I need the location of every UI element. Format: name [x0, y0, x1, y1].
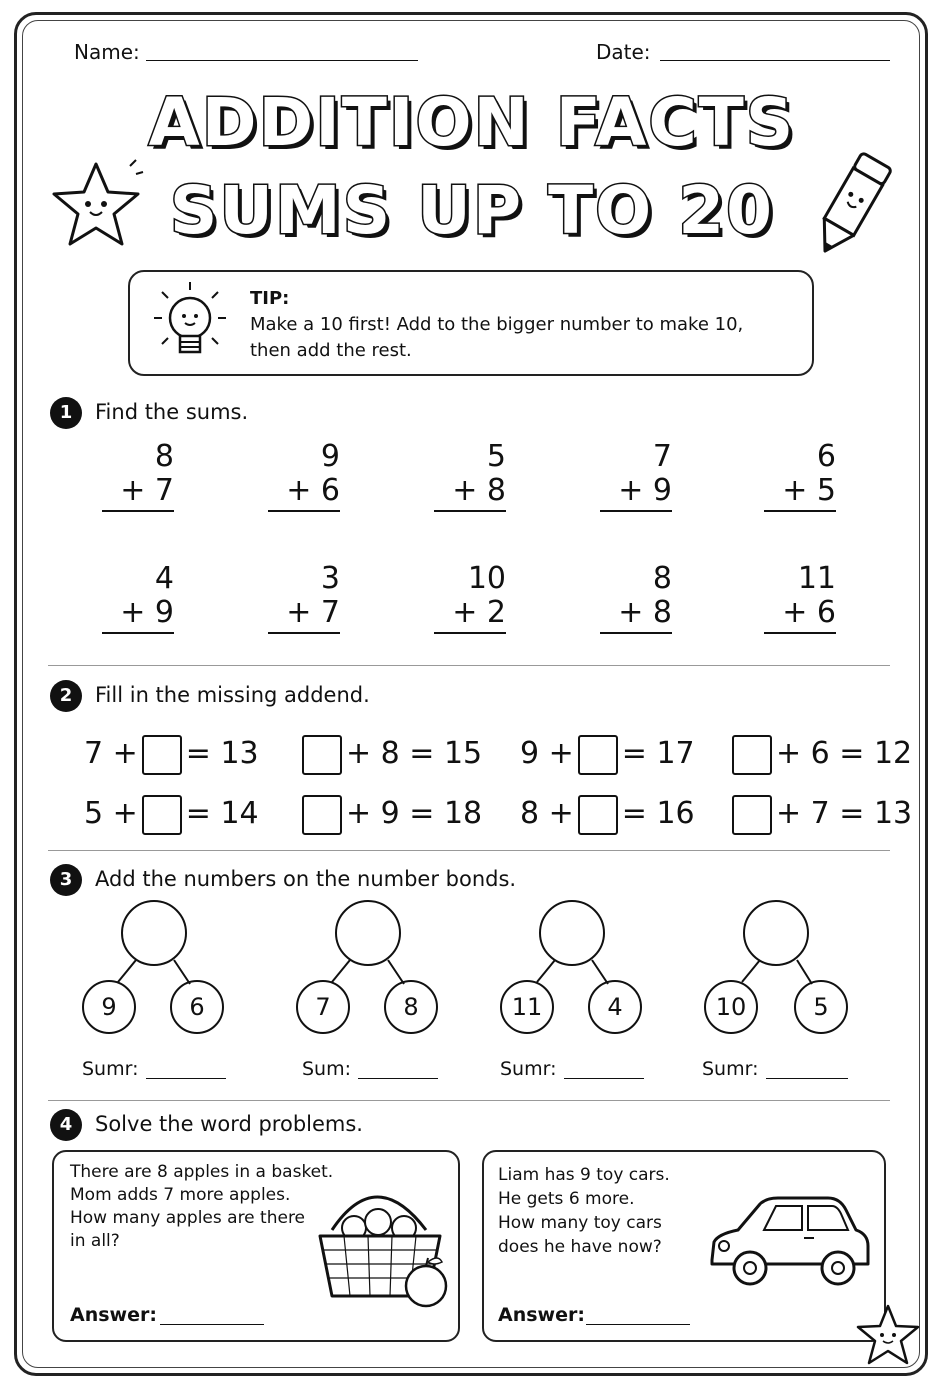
- bond-part-right: 6: [170, 980, 224, 1034]
- word-problem-2-line: How many toy cars: [498, 1213, 662, 1233]
- answer-field[interactable]: [160, 1324, 264, 1325]
- name-label: Name:: [74, 40, 140, 64]
- problem-bottom: + 6: [782, 595, 836, 630]
- answer-label: Answer:: [498, 1304, 585, 1326]
- problem-top: 5: [486, 439, 506, 474]
- tip-line-2: then add the rest.: [250, 340, 412, 361]
- equation-suffix: = 16: [621, 796, 695, 831]
- word-problem-1-line: How many apples are there: [70, 1208, 306, 1228]
- problem-top: 6: [816, 439, 836, 474]
- bond-sum-label: Sumr:: [702, 1058, 759, 1080]
- bond-sum-field[interactable]: [358, 1078, 438, 1079]
- title-line-1: ADDITION FACTS: [148, 84, 796, 161]
- problem-bottom: + 7: [286, 595, 340, 630]
- word-problem-2-line: He gets 6 more.: [498, 1189, 635, 1209]
- bond-part-right: 5: [794, 980, 848, 1034]
- problem-bottom: + 8: [618, 595, 672, 630]
- section-1-number: 1: [50, 397, 82, 429]
- bond-whole-circle[interactable]: [335, 900, 401, 966]
- bond-sum-label: Sumr:: [500, 1058, 557, 1080]
- word-problem-2-line: Liam has 9 toy cars.: [498, 1165, 670, 1185]
- word-problem-1-line: Mom adds 7 more apples.: [70, 1185, 291, 1205]
- word-problem-1-line: in all?: [70, 1231, 120, 1251]
- bond-sum-field[interactable]: [564, 1078, 644, 1079]
- section-1-title: Find the sums.: [95, 400, 249, 424]
- problem-bottom: + 8: [452, 473, 506, 508]
- equation-suffix: = 13: [185, 736, 259, 771]
- bond-sum-field[interactable]: [146, 1078, 226, 1079]
- bond-whole-circle[interactable]: [539, 900, 605, 966]
- bond-sum-label: Sum:: [302, 1058, 352, 1080]
- word-problem-2-line: does he have now?: [498, 1237, 662, 1257]
- equation-prefix: 7 +: [84, 736, 138, 771]
- section-2-title: Fill in the missing addend.: [95, 683, 370, 707]
- answer-field[interactable]: [586, 1324, 690, 1325]
- bond-part-left: 11: [500, 980, 554, 1034]
- bond-sum-field[interactable]: [766, 1078, 848, 1079]
- bond-sum-label: Sumr:: [82, 1058, 139, 1080]
- equation-suffix: = 17: [621, 736, 695, 771]
- section-2-number: 2: [50, 680, 82, 712]
- problem-top: 3: [320, 561, 340, 596]
- equation-prefix: 8 +: [520, 796, 574, 831]
- equation-prefix: 5 +: [84, 796, 138, 831]
- section-3-title: Add the numbers on the number bonds.: [95, 867, 517, 891]
- equation-prefix: 9 +: [520, 736, 574, 771]
- problem-top: 9: [320, 439, 340, 474]
- equation-suffix: + 6 = 12: [776, 736, 913, 771]
- problem-bottom: + 7: [120, 473, 174, 508]
- equation-suffix: + 7 = 13: [776, 796, 913, 831]
- problem-top: 10: [467, 561, 506, 596]
- answer-label: Answer:: [70, 1304, 157, 1326]
- problem-bottom: + 9: [618, 473, 672, 508]
- problem-top: 8: [154, 439, 174, 474]
- bond-part-right: 4: [588, 980, 642, 1034]
- problem-top: 8: [652, 561, 672, 596]
- section-4-number: 4: [50, 1109, 82, 1141]
- problem-bottom: + 2: [452, 595, 506, 630]
- equation-suffix: + 8 = 15: [346, 736, 483, 771]
- equation-suffix: = 14: [185, 796, 259, 831]
- problem-bottom: + 5: [782, 473, 836, 508]
- title-line-2: SUMS UP TO 20: [169, 172, 775, 249]
- bond-whole-circle[interactable]: [121, 900, 187, 966]
- bond-part-right: 8: [384, 980, 438, 1034]
- toy-car-icon: [704, 1190, 874, 1294]
- tip-heading: TIP:: [250, 288, 290, 309]
- bond-part-left: 10: [704, 980, 758, 1034]
- equation-suffix: + 9 = 18: [346, 796, 483, 831]
- star-icon: [852, 1300, 924, 1368]
- problem-top: 4: [154, 561, 174, 596]
- problem-bottom: + 9: [120, 595, 174, 630]
- problem-bottom: + 6: [286, 473, 340, 508]
- problem-top: 11: [797, 561, 836, 596]
- apple-basket-icon: [314, 1172, 454, 1312]
- bond-part-left: 9: [82, 980, 136, 1034]
- bond-part-left: 7: [296, 980, 350, 1034]
- section-4-title: Solve the word problems.: [95, 1112, 363, 1136]
- bond-whole-circle[interactable]: [743, 900, 809, 966]
- divider: [48, 1100, 890, 1101]
- problem-top: 7: [652, 439, 672, 474]
- date-label: Date:: [596, 40, 651, 64]
- word-problem-1-line: There are 8 apples in a basket.: [70, 1162, 334, 1182]
- tip-line-1: Make a 10 first! Add to the bigger number to make 10,: [250, 314, 744, 335]
- section-3-number: 3: [50, 864, 82, 896]
